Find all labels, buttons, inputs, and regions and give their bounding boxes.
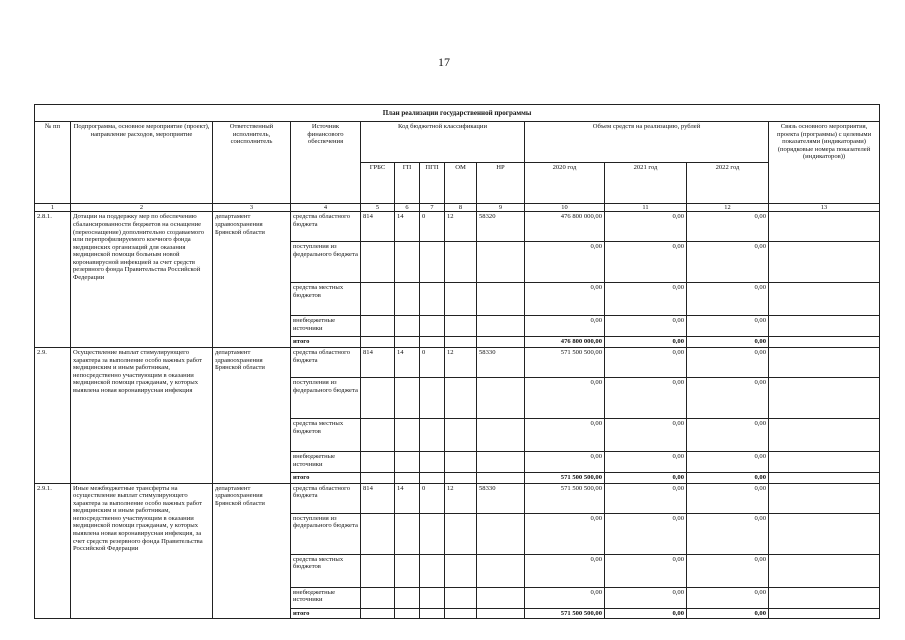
- column-number-row: [35, 204, 880, 212]
- amount-2021: 0,00: [605, 337, 687, 348]
- code-empty: [445, 513, 477, 554]
- indicator-link: [769, 587, 880, 608]
- code-empty: [361, 587, 395, 608]
- column-number: 11: [605, 204, 687, 212]
- code-empty: [395, 554, 420, 587]
- code-empty: [361, 242, 395, 283]
- row-number: 2.9.: [35, 347, 71, 483]
- funding-source: внебюджетные источники: [291, 587, 361, 608]
- code-empty: [395, 472, 420, 483]
- executor: департамент здравоохранения Брянской области: [213, 212, 291, 348]
- indicator-link: [769, 513, 880, 554]
- amount-2020: 476 800 000,00: [525, 212, 605, 242]
- indicator-link: [769, 608, 880, 619]
- header-num: № пп: [35, 122, 71, 204]
- code-empty: [477, 283, 525, 316]
- funding-source: средства местных бюджетов: [291, 283, 361, 316]
- header-2022: 2022 год: [687, 163, 769, 204]
- header-gp: ГП: [395, 163, 420, 204]
- funding-source: средства местных бюджетов: [291, 418, 361, 451]
- code-om: 12: [445, 212, 477, 242]
- funding-source: поступления из федерального бюджета: [291, 242, 361, 283]
- amount-2021: 0,00: [605, 242, 687, 283]
- code-empty: [477, 608, 525, 619]
- header-np: НР: [477, 163, 525, 204]
- code-om: 12: [445, 347, 477, 377]
- header-2021: 2021 год: [605, 163, 687, 204]
- code-empty: [361, 316, 395, 337]
- amount-2020: 0,00: [525, 451, 605, 472]
- code-grbs: 814: [361, 483, 395, 513]
- header-volume: Объем средств на реализацию, рублей: [525, 122, 769, 163]
- amount-2022: 0,00: [687, 212, 769, 242]
- funding-source: средства областного бюджета: [291, 347, 361, 377]
- indicator-link: [769, 242, 880, 283]
- amount-2022: 0,00: [687, 337, 769, 348]
- code-empty: [395, 316, 420, 337]
- amount-2021: 0,00: [605, 283, 687, 316]
- header-grbs: ГРБС: [361, 163, 395, 204]
- code-empty: [477, 418, 525, 451]
- code-empty: [477, 337, 525, 348]
- table-row: [35, 483, 880, 513]
- executor: департамент здравоохранения Брянской области: [213, 347, 291, 483]
- column-number: 4: [291, 204, 361, 212]
- code-empty: [477, 242, 525, 283]
- code-np: 58330: [477, 483, 525, 513]
- column-number: 13: [769, 204, 880, 212]
- amount-2020: 0,00: [525, 587, 605, 608]
- header-pgp: ПГП: [420, 163, 445, 204]
- code-np: 58330: [477, 347, 525, 377]
- code-empty: [361, 451, 395, 472]
- program-plan-table: [34, 104, 880, 619]
- code-empty: [361, 513, 395, 554]
- indicator-link: [769, 554, 880, 587]
- amount-2022: 0,00: [687, 242, 769, 283]
- column-number: 8: [445, 204, 477, 212]
- amount-2022: 0,00: [687, 472, 769, 483]
- funding-source: средства областного бюджета: [291, 483, 361, 513]
- funding-source: поступления из федерального бюджета: [291, 377, 361, 418]
- code-empty: [420, 283, 445, 316]
- amount-2020: 571 500 500,00: [525, 472, 605, 483]
- code-empty: [420, 608, 445, 619]
- amount-2022: 0,00: [687, 283, 769, 316]
- code-empty: [395, 283, 420, 316]
- column-number: 10: [525, 204, 605, 212]
- amount-2020: 0,00: [525, 242, 605, 283]
- measure-name: Осуществление выплат стимулирующего характера за выполнение особо важных работ медицинским и иным работникам, непосредственно участвующим в оказании медицинской помощи гражданам, у которых выявлена новая коронавирусная инфекция: [71, 347, 213, 483]
- code-empty: [361, 554, 395, 587]
- code-empty: [420, 513, 445, 554]
- indicator-link: [769, 472, 880, 483]
- header-subprogram: Подпрограмма, основное мероприятие (проект), направление расходов, мероприятие: [71, 122, 213, 204]
- funding-source: внебюджетные источники: [291, 451, 361, 472]
- header-link: Связь основного мероприятия, проекта (программы) с целевыми показателями (индикаторами) (порядковые номера показателей (индикаторов)): [769, 122, 880, 204]
- code-empty: [445, 316, 477, 337]
- code-empty: [395, 418, 420, 451]
- code-empty: [361, 472, 395, 483]
- amount-2020: 571 500 500,00: [525, 347, 605, 377]
- code-gp: 14: [395, 347, 420, 377]
- amount-2020: 0,00: [525, 418, 605, 451]
- executor: департамент здравоохранения Брянской области: [213, 483, 291, 619]
- code-empty: [420, 587, 445, 608]
- column-number: 1: [35, 204, 71, 212]
- amount-2022: 0,00: [687, 418, 769, 451]
- funding-source: итого: [291, 608, 361, 619]
- funding-source: итого: [291, 337, 361, 348]
- amount-2021: 0,00: [605, 316, 687, 337]
- amount-2021: 0,00: [605, 347, 687, 377]
- column-number: 5: [361, 204, 395, 212]
- code-grbs: 814: [361, 347, 395, 377]
- funding-source: внебюджетные источники: [291, 316, 361, 337]
- code-empty: [445, 472, 477, 483]
- amount-2022: 0,00: [687, 451, 769, 472]
- code-empty: [361, 608, 395, 619]
- code-empty: [477, 554, 525, 587]
- amount-2021: 0,00: [605, 483, 687, 513]
- page-number: 17: [438, 55, 450, 69]
- code-empty: [395, 587, 420, 608]
- amount-2020: 0,00: [525, 283, 605, 316]
- amount-2021: 0,00: [605, 451, 687, 472]
- code-empty: [361, 418, 395, 451]
- column-number: 9: [477, 204, 525, 212]
- code-empty: [361, 377, 395, 418]
- code-grbs: 814: [361, 212, 395, 242]
- measure-name: Иные межбюджетные трансферты на осуществление выплат стимулирующего характера за выполнение особо важных работ медицинским и иным работникам, непосредственно участвующим в оказании медицинской помощи гражданам, у которых выявлена новая коронавирусная инфекция, за счет средств резервного фонда Правительства Российской Федерации: [71, 483, 213, 619]
- indicator-link: [769, 283, 880, 316]
- code-empty: [395, 377, 420, 418]
- header-om: ОМ: [445, 163, 477, 204]
- indicator-link: [769, 451, 880, 472]
- indicator-link: [769, 418, 880, 451]
- code-empty: [395, 608, 420, 619]
- amount-2022: 0,00: [687, 554, 769, 587]
- header-source: Источник финансового обеспечения: [291, 122, 361, 204]
- code-om: 12: [445, 483, 477, 513]
- indicator-link: [769, 337, 880, 348]
- code-empty: [445, 337, 477, 348]
- code-empty: [445, 608, 477, 619]
- amount-2022: 0,00: [687, 316, 769, 337]
- header-2020: 2020 год: [525, 163, 605, 204]
- column-number: 7: [420, 204, 445, 212]
- code-gp: 14: [395, 212, 420, 242]
- amount-2021: 0,00: [605, 587, 687, 608]
- code-empty: [445, 418, 477, 451]
- code-empty: [477, 513, 525, 554]
- code-empty: [445, 242, 477, 283]
- code-empty: [420, 377, 445, 418]
- code-empty: [445, 451, 477, 472]
- amount-2022: 0,00: [687, 608, 769, 619]
- code-empty: [445, 554, 477, 587]
- amount-2021: 0,00: [605, 212, 687, 242]
- header-bk-code: Код бюджетной классификации: [361, 122, 525, 163]
- indicator-link: [769, 347, 880, 377]
- row-number: 2.8.1.: [35, 212, 71, 348]
- header-executor: Ответственный исполнитель, соисполнитель: [213, 122, 291, 204]
- code-empty: [420, 472, 445, 483]
- amount-2021: 0,00: [605, 513, 687, 554]
- amount-2022: 0,00: [687, 587, 769, 608]
- code-pgp: 0: [420, 347, 445, 377]
- amount-2020: 571 500 500,00: [525, 608, 605, 619]
- funding-source: средства местных бюджетов: [291, 554, 361, 587]
- code-empty: [361, 283, 395, 316]
- code-empty: [477, 316, 525, 337]
- code-empty: [477, 587, 525, 608]
- code-empty: [420, 316, 445, 337]
- code-empty: [395, 242, 420, 283]
- indicator-link: [769, 377, 880, 418]
- code-empty: [477, 377, 525, 418]
- amount-2021: 0,00: [605, 418, 687, 451]
- amount-2022: 0,00: [687, 377, 769, 418]
- amount-2021: 0,00: [605, 608, 687, 619]
- amount-2021: 0,00: [605, 377, 687, 418]
- indicator-link: [769, 212, 880, 242]
- code-empty: [445, 377, 477, 418]
- column-number: 6: [395, 204, 420, 212]
- amount-2022: 0,00: [687, 347, 769, 377]
- amount-2020: 0,00: [525, 377, 605, 418]
- amount-2021: 0,00: [605, 554, 687, 587]
- code-empty: [445, 587, 477, 608]
- funding-source: средства областного бюджета: [291, 212, 361, 242]
- amount-2022: 0,00: [687, 513, 769, 554]
- code-np: 58320: [477, 212, 525, 242]
- code-gp: 14: [395, 483, 420, 513]
- code-empty: [477, 451, 525, 472]
- code-empty: [445, 283, 477, 316]
- table-row: [35, 212, 880, 242]
- column-number: 2: [71, 204, 213, 212]
- code-empty: [420, 242, 445, 283]
- code-empty: [361, 337, 395, 348]
- amount-2020: 476 800 000,00: [525, 337, 605, 348]
- row-number: 2.9.1.: [35, 483, 71, 619]
- indicator-link: [769, 483, 880, 513]
- column-number: 12: [687, 204, 769, 212]
- measure-name: Дотации на поддержку мер по обеспечению сбалансированности бюджетов на оснащение (переоснащение) дополнительно создаваемого или перепрофилируемого коечного фонда медицинских организаций для оказания медицинской помощи больным новой коронавирусной инфекцией за счет средств резервного фонда Правительства Российской Федерации: [71, 212, 213, 348]
- amount-2020: 0,00: [525, 513, 605, 554]
- code-empty: [395, 513, 420, 554]
- funding-source: поступления из федерального бюджета: [291, 513, 361, 554]
- amount-2020: 0,00: [525, 316, 605, 337]
- code-pgp: 0: [420, 483, 445, 513]
- table-title: План реализации государственной программы: [35, 105, 880, 122]
- code-empty: [477, 472, 525, 483]
- amount-2020: 0,00: [525, 554, 605, 587]
- table-row: [35, 347, 880, 377]
- code-empty: [420, 554, 445, 587]
- amount-2020: 571 500 500,00: [525, 483, 605, 513]
- code-empty: [395, 451, 420, 472]
- amount-2021: 0,00: [605, 472, 687, 483]
- code-empty: [420, 418, 445, 451]
- code-pgp: 0: [420, 212, 445, 242]
- code-empty: [420, 337, 445, 348]
- indicator-link: [769, 316, 880, 337]
- amount-2022: 0,00: [687, 483, 769, 513]
- column-number: 3: [213, 204, 291, 212]
- code-empty: [420, 451, 445, 472]
- funding-source: итого: [291, 472, 361, 483]
- code-empty: [395, 337, 420, 348]
